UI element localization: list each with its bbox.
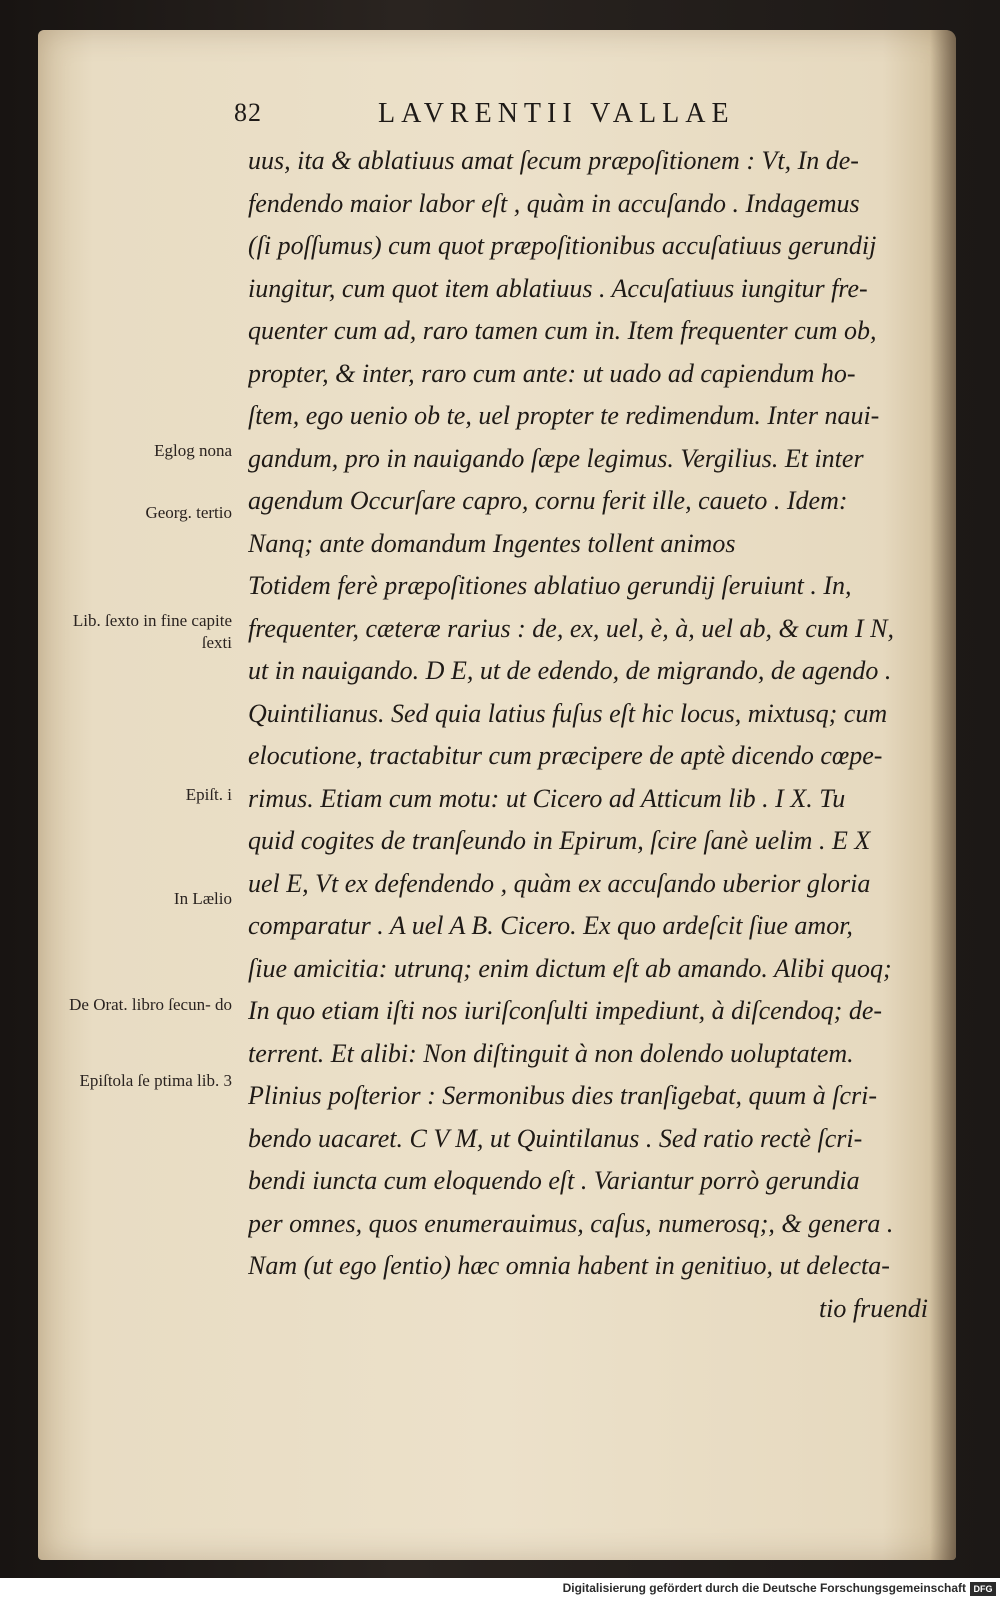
dfg-logo-icon: DFG xyxy=(970,1582,996,1596)
marginalia-column xyxy=(38,30,278,1560)
page-gutter-shadow xyxy=(930,30,956,1560)
text-line: fendendo maior labor eſt , quàm in accuſando . Indagemus xyxy=(248,188,860,218)
text-line: uel E, Vt ex defendendo , quàm ex accuſando uberior gloria xyxy=(248,868,871,898)
text-line: uus, ita & ablatiuus amat ſecum præpoſitionem : Vt, In de- xyxy=(248,146,859,175)
margin-note-laelio: In Lælio xyxy=(173,889,232,908)
margin-note-epistola: Epiſtola ſe ptima lib. 3 xyxy=(79,1071,232,1090)
text-line: Quintilianus. Sed quia latius fuſus eſt hic locus, mixtusq; cum xyxy=(248,698,888,728)
text-line: Nanq; ante domandum Ingentes tollent animos xyxy=(248,528,736,558)
text-line: In quo etiam iſti nos iuriſconſulti impediunt, à diſcendoq; de- xyxy=(248,996,883,1025)
text-line: bendi iuncta cum eloquendo eſt . Variantur porrò gerundia xyxy=(248,1166,860,1195)
running-title: LAVRENTII VALLAE xyxy=(378,98,735,129)
margin-note-georg: Georg. tertio xyxy=(145,503,232,522)
text-line: ſiue amicitia: utrunq; enim dictum eſt ab amando. Alibi quoq; xyxy=(248,953,892,983)
text-line: terrent. Et alibi: Non diſtinguit à non dolendo uoluptatem. xyxy=(248,1038,854,1068)
text-line: per omnes, quos enumerauimus, caſus, numerosq;, & genera . xyxy=(248,1208,894,1238)
text-line: quid cogites de tranſeundo in Epirum, ſcire ſanè uelim . E X xyxy=(248,826,871,855)
margin-note-lib-sexto: Lib. ſexto in fine capite ſexti xyxy=(72,611,232,652)
main-text-block xyxy=(248,140,928,1330)
margin-note-de-orat: De Orat. libro ſecun- do xyxy=(69,995,232,1014)
text-line: frequenter, cæteræ rarius : de, ex, uel, è, à, uel ab, & cum I N, xyxy=(248,613,895,643)
text-line: Nam (ut ego ſentio) hæc omnia habent in genitiuo, ut delecta- xyxy=(248,1251,890,1280)
text-line: bendo uacaret. C V M, ut Quintilanus . Sed ratio rectè ſcri- xyxy=(248,1123,863,1153)
margin-note-epist: Epiſt. i xyxy=(185,785,232,804)
text-line: rimus. Etiam cum motu: ut Cicero ad Atticum lib . I X. Tu xyxy=(248,783,846,813)
catchword-line: tio fruendi xyxy=(818,1293,928,1323)
text-line: ut in nauigando. D E, ut de edendo, de migrando, de agendo . xyxy=(248,656,892,685)
text-line: quenter cum ad, raro tamen cum in. Item frequenter cum ob, xyxy=(248,316,877,345)
text-line: Totidem ferè præpoſitiones ablatiuo gerundij ſeruiunt . In, xyxy=(248,571,852,600)
book-page xyxy=(38,30,956,1560)
text-line: ſtem, ego uenio ob te, uel propter te redimendum. Inter naui- xyxy=(248,401,880,430)
margin-note-eglog: Eglog nona xyxy=(154,441,232,460)
page-number: 82 xyxy=(234,98,262,127)
text-line: Plinius poſterior : Sermonibus dies tranſigebat, quum à ſcri- xyxy=(248,1081,878,1110)
text-line: (ſi poſſumus) cum quot præpoſitionibus accuſatiuus gerundij xyxy=(248,231,877,260)
funding-credit: Digitalisierung gefördert durch die Deutsche Forschungsgemeinschaft xyxy=(562,1581,966,1595)
text-line: agendum Occurſare capro, cornu ferit ille, caueto . Idem: xyxy=(248,486,848,515)
text-line: gandum, pro in nauigando ſæpe legimus. Vergilius. Et inter xyxy=(248,443,864,473)
text-line: elocutione, tractabitur cum præcipere de aptè dicendo cœpe- xyxy=(248,741,883,770)
text-line: comparatur . A uel A B. Cicero. Ex quo ardeſcit ſiue amor, xyxy=(248,911,853,940)
text-line: propter, & inter, raro cum ante: ut uado ad capiendum ho- xyxy=(248,358,856,388)
text-line: iungitur, cum quot item ablatiuus . Accuſatiuus iungitur fre- xyxy=(248,273,868,303)
digitization-footer xyxy=(0,1578,1000,1602)
